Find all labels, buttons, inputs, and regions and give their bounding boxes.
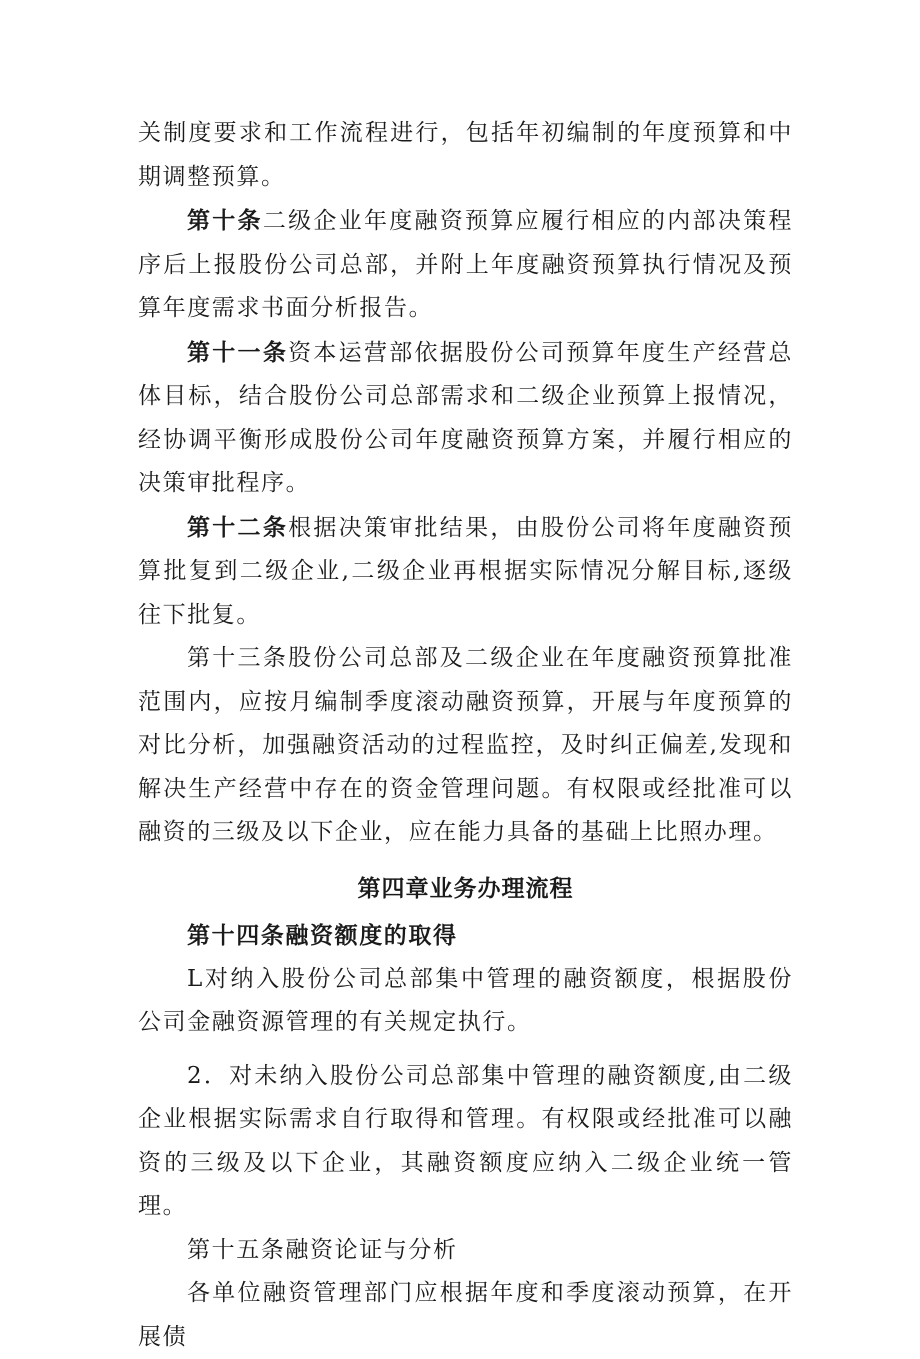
article-10-label: 第十条 <box>187 207 263 234</box>
article-11-text: 资本运营部依据股份公司预算年度生产经营总体目标，结合股份公司总部需求和二级企业预算上报情况，经协调平衡形成股份公司年度融资预算方案，并履行相应的决策审批程序。 <box>138 339 794 496</box>
article-12 <box>138 506 793 638</box>
article-12-text: 根据决策审批结果，由股份公司将年度融资预算批复到二级企业,二级企业再根据实际情况分解目标,逐级往下批复。 <box>138 514 794 628</box>
article-15-title: 第十五条融资论证与分析 <box>187 1236 458 1263</box>
article-10 <box>138 199 793 331</box>
chapter-heading: 第四章业务办理流程 <box>357 874 574 902</box>
article-14-title: 第十四条融资额度的取得 <box>187 922 458 949</box>
article-13: 第十三条股份公司总部及二级企业在年度融资预算批准范围内，应按月编制季度滚动融资预算，开展与年度预算的对比分析，加强融资活动的过程监控，及时纠正偏差,发现和解决生产经营中存在的资金管理问题。有权限或经批准可以融资的三级及以下企业，应在能力具备的基础上比照办理。 <box>138 645 793 845</box>
article-10-text: 二级企业年度融资预算应履行相应的内部决策程序后上报股份公司总部，并附上年度融资预算执行情况及预算年度需求书面分析报告。 <box>138 208 793 321</box>
article-11-label: 第十一条 <box>187 338 289 366</box>
paragraph-continuation: 关制度要求和工作流程进行，包括年初编制的年度预算和中期调整预算。 <box>138 120 793 190</box>
document-page <box>138 112 793 1359</box>
article-11 <box>138 331 793 506</box>
article-14-item-2: 2．对未纳入股份公司总部集中管理的融资额度,由二级企业根据实际需求自行取得和管理。有权限或经批准可以融资的三级及以下企业，其融资额度应纳入二级企业统一管理。 <box>138 1062 793 1219</box>
article-14-item-1: L对纳入股份公司总部集中管理的融资额度，根据股份公司金融资源管理的有关规定执行。 <box>138 965 793 1035</box>
article-12-label: 第十二条 <box>187 513 289 541</box>
article-15-text: 各单位融资管理部门应根据年度和季度滚动预算，在开展债 <box>138 1280 793 1350</box>
